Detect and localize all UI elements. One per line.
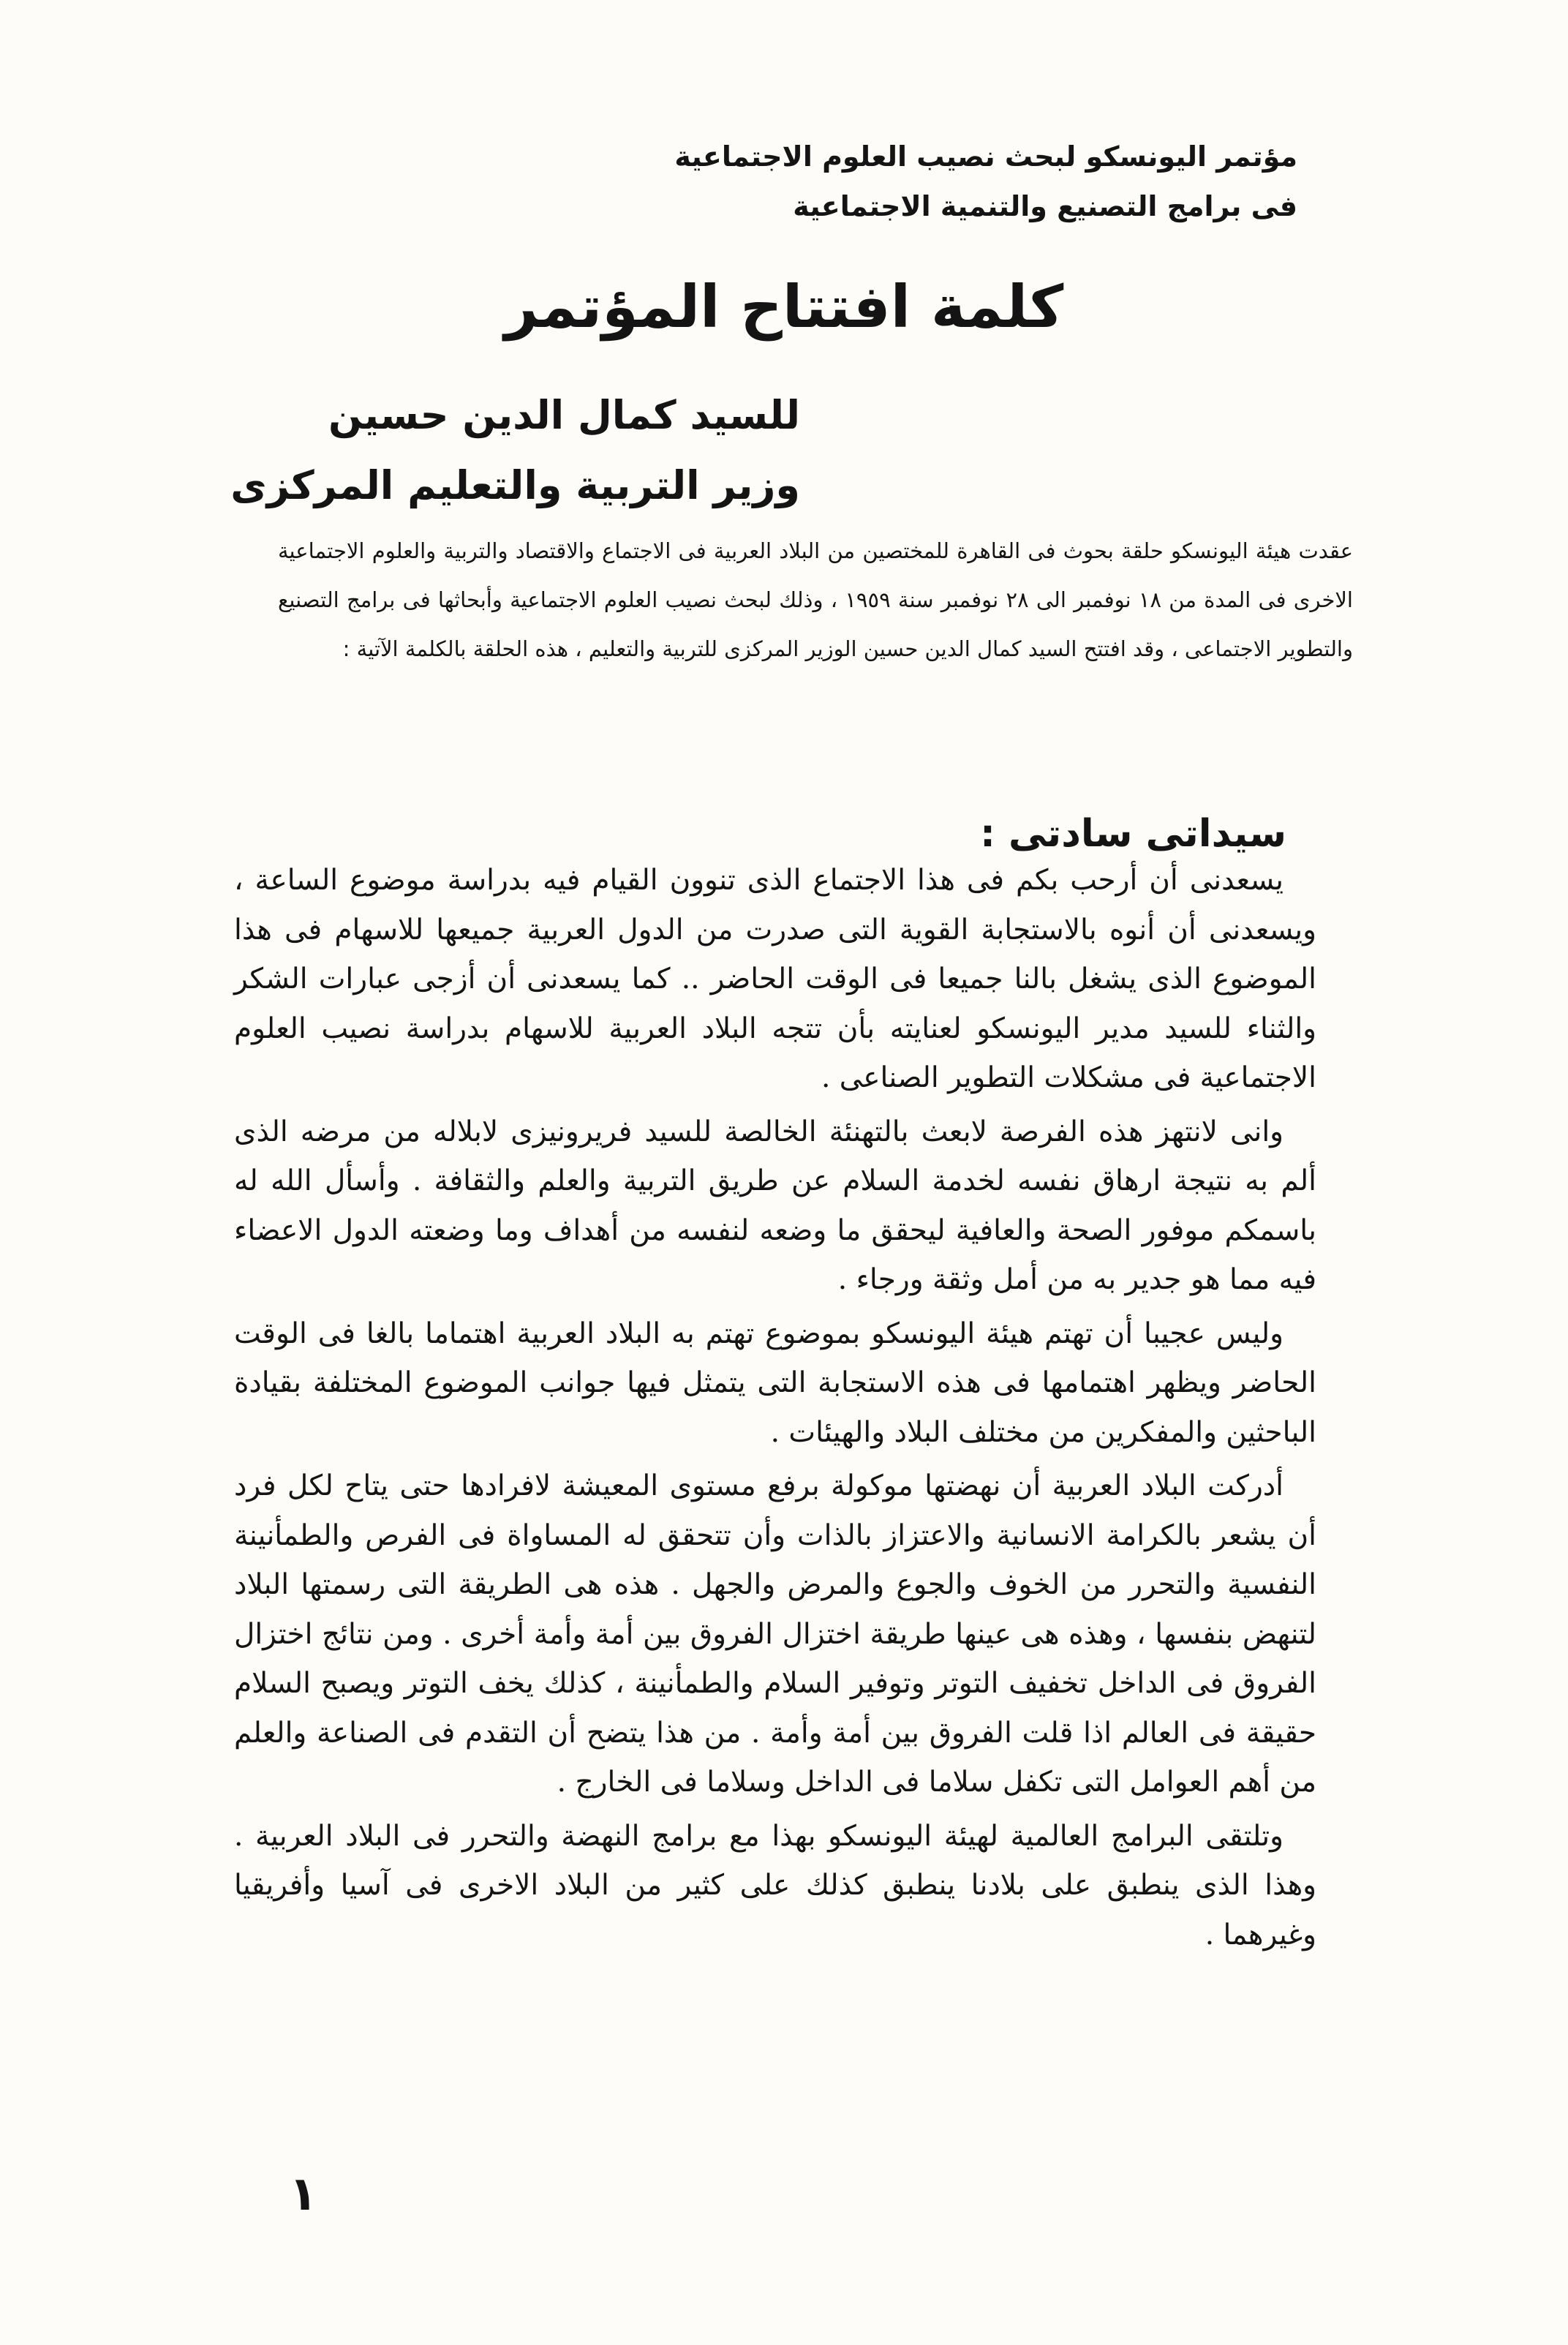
body-paragraph: وليس عجيبا أن تهتم هيئة اليونسكو بموضوع تهتم به البلاد العربية اهتماما بالغا فى الوقت الحاضر ويظهر اهتمامها فى هذه الاستجابة التى يتمثل فيها جوانب الموضوع المختلفة بقيادة الباحثين والمفكرين من مختلف البلاد والهيئات .: [234, 1317, 1316, 1449]
page-number: ١: [289, 2167, 318, 2221]
body-paragraph: وانى لانتهز هذه الفرصة لابعث بالتهنئة الخالصة للسيد فريرونيزى لابلاله من مرضه الذى ألم به نتيجة ارهاق نفسه لخدمة السلام عن طريق التربية والعلم والثقافة . وأسأل الله له باسمكم موفور الصحة والعافية ليحقق ما وضعه لنفسه من أهداف وما وضعته الدول الاعضاء فيه مما هو جدير به من أمل وثقة ورجاء .: [234, 1115, 1316, 1296]
body-paragraph: وتلتقى البرامج العالمية لهيئة اليونسكو بهذا مع برامج النهضة والتحرر فى البلاد العربية . وهذا الذى ينطبق على بلادنا ينطبق كذلك على كثير من البلاد الاخرى فى آسيا وأفريقيا وغيرهما .: [234, 1819, 1316, 1951]
speaker-block: [230, 380, 800, 521]
page-title: كلمة افتتاح المؤتمر: [504, 273, 1064, 341]
speaker-position: وزير التربية والتعليم المركزى: [230, 462, 800, 508]
speech-body: [234, 856, 1316, 1964]
intro-paragraph: عقدت هيئة اليونسكو حلقة بحوث فى القاهرة للمختصين من البلاد العربية فى الاجتماع والاقتصاد والتربية والعلوم الاجتماعية الاخرى فى المدة من ١٨ نوفمبر الى ٢٨ نوفمبر سنة ١٩٥٩ ، وذلك لبحث نصيب العلوم الاجتماعية وأبحاثها فى برامج التصنيع والتطوير الاجتماعى ، وقد افتتح السيد كمال الدين حسين الوزير المركزى للتربية والتعليم ، هذه الحلقة بالكلمة الآتية :: [278, 538, 1353, 661]
speaker-name: للسيد كمال الدين حسين: [328, 392, 800, 438]
body-paragraph: أدركت البلاد العربية أن نهضتها موكولة برفع مستوى المعيشة لافرادها حتى يتاح لكل فرد أن يشعر بالكرامة الانسانية والاعتزاز بالذات وأن تتحقق له المساواة فى الفرص والطمأنينة النفسية والتحرر من الخوف والجوع والمرض والجهل . هذه هى الطريقة التى رسمتها البلاد لتنهض بنفسها ، وهذه هى عينها طريقة اختزال الفروق بين أمة وأمة أخرى . ومن نتائج اختزال الفروق فى الداخل تخفيف التوتر وتوفير السلام والطمأنينة ، كذلك يخف التوتر ويصبح السلام حقيقة فى العالم اذا قلت الفروق بين أمة وأمة . من هذا يتضح أن التقدم فى الصناعة والعلم من أهم العوامل التى تكفل سلاما فى الداخل وسلاما فى الخارج .: [234, 1469, 1316, 1799]
conference-line-2: فى برامج التصنيع والتنمية الاجتماعية: [793, 190, 1297, 222]
conference-line-1: مؤتمر اليونسكو لبحث نصيب العلوم الاجتماعية: [674, 140, 1297, 173]
body-paragraph: يسعدنى أن أرحب بكم فى هذا الاجتماع الذى تنوون القيام فيه بدراسة موضوع الساعة ، ويسعدنى أن أنوه بالاستجابة القوية التى صدرت من الدول العربية جميعها للاسهام فى هذا الموضوع الذى يشغل بالنا جميعا فى الوقت الحاضر .. كما يسعدنى أن أزجى عبارات الشكر والثناء للسيد مدير اليونسكو لعنايته بأن تتجه البلاد العربية للاسهام بدراسة نصيب العلوم الاجتماعية فى مشكلات التطوير الصناعى .: [234, 864, 1316, 1094]
greeting-heading: سيداتى سادتى :: [980, 812, 1286, 856]
conference-heading: [674, 132, 1297, 231]
